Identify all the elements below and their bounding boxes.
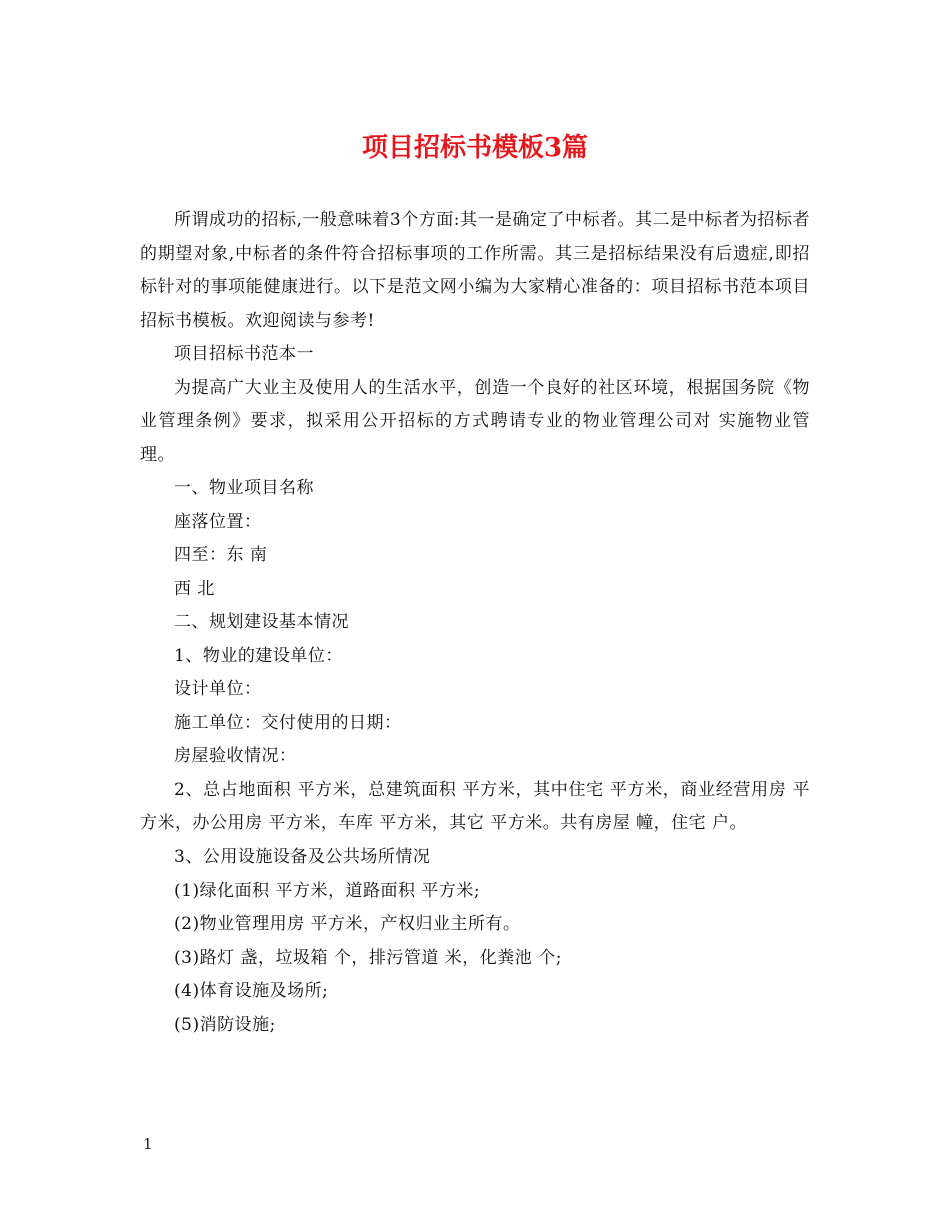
builder-delivery-date-line: 施工单位：交付使用的日期： [174, 712, 402, 733]
heading-planning-construction: 二、规划建设基本情况 [174, 612, 349, 632]
document-body [140, 204, 810, 1042]
facility-item-2: (2)物业管理用房 平方米，产权归业主所有。 [174, 914, 521, 934]
intro-paragraph: 所谓成功的招标,一般意味着3个方面:其一是确定了中标者。其二是中标者为招标者的期望对象,中标者的条件符合招标事项的工作所需。其三是招标结果没有后遗症,即招标针对的事项能健康进行。以下是范文网小编为大家精心准备的：项目招标书范本项目招标书模板。欢迎阅读与参考! [140, 210, 810, 331]
facility-item-5: (5)消防设施; [174, 1014, 276, 1035]
facility-item-1: (1)绿化面积 平方米，道路面积 平方米; [174, 880, 481, 901]
acceptance-status-line: 房屋验收情况： [174, 746, 297, 766]
purpose-paragraph: 为提高广大业主及使用人的生活水平，创造一个良好的社区环境，根据国务院《物业管理条例》要求，拟采用公开招标的方式聘请专业的物业管理公司对 实施物业管理。 [140, 377, 810, 465]
area-paragraph: 2、总占地面积 平方米，总建筑面积 平方米，其中住宅 平方米，商业经营用房 平方米，办公用房 平方米，车库 平方米，其它 平方米。共有房屋 幢，住宅 户。 [140, 779, 810, 833]
boundary-west-north-line: 西 北 [174, 578, 215, 599]
facility-item-4: (4)体育设施及场所; [174, 981, 329, 1001]
construction-unit-line: 1、物业的建设单位： [174, 645, 343, 666]
heading-public-facilities: 3、公用设施设备及公共场所情况 [174, 847, 431, 867]
facility-item-3: (3)路灯 盏，垃圾箱 个，排污管道 米，化粪池 个; [174, 947, 562, 968]
section-heading-sample-one: 项目招标书范本一 [174, 344, 314, 364]
heading-project-name: 一、物业项目名称 [174, 478, 314, 498]
location-line: 座落位置： [174, 511, 262, 532]
document-title: 项目招标书模板3篇 [361, 133, 589, 163]
design-unit-line: 设计单位： [174, 679, 262, 699]
boundary-east-south-line: 四至：东 南 [174, 545, 268, 565]
page-number: 1 [143, 1135, 153, 1153]
